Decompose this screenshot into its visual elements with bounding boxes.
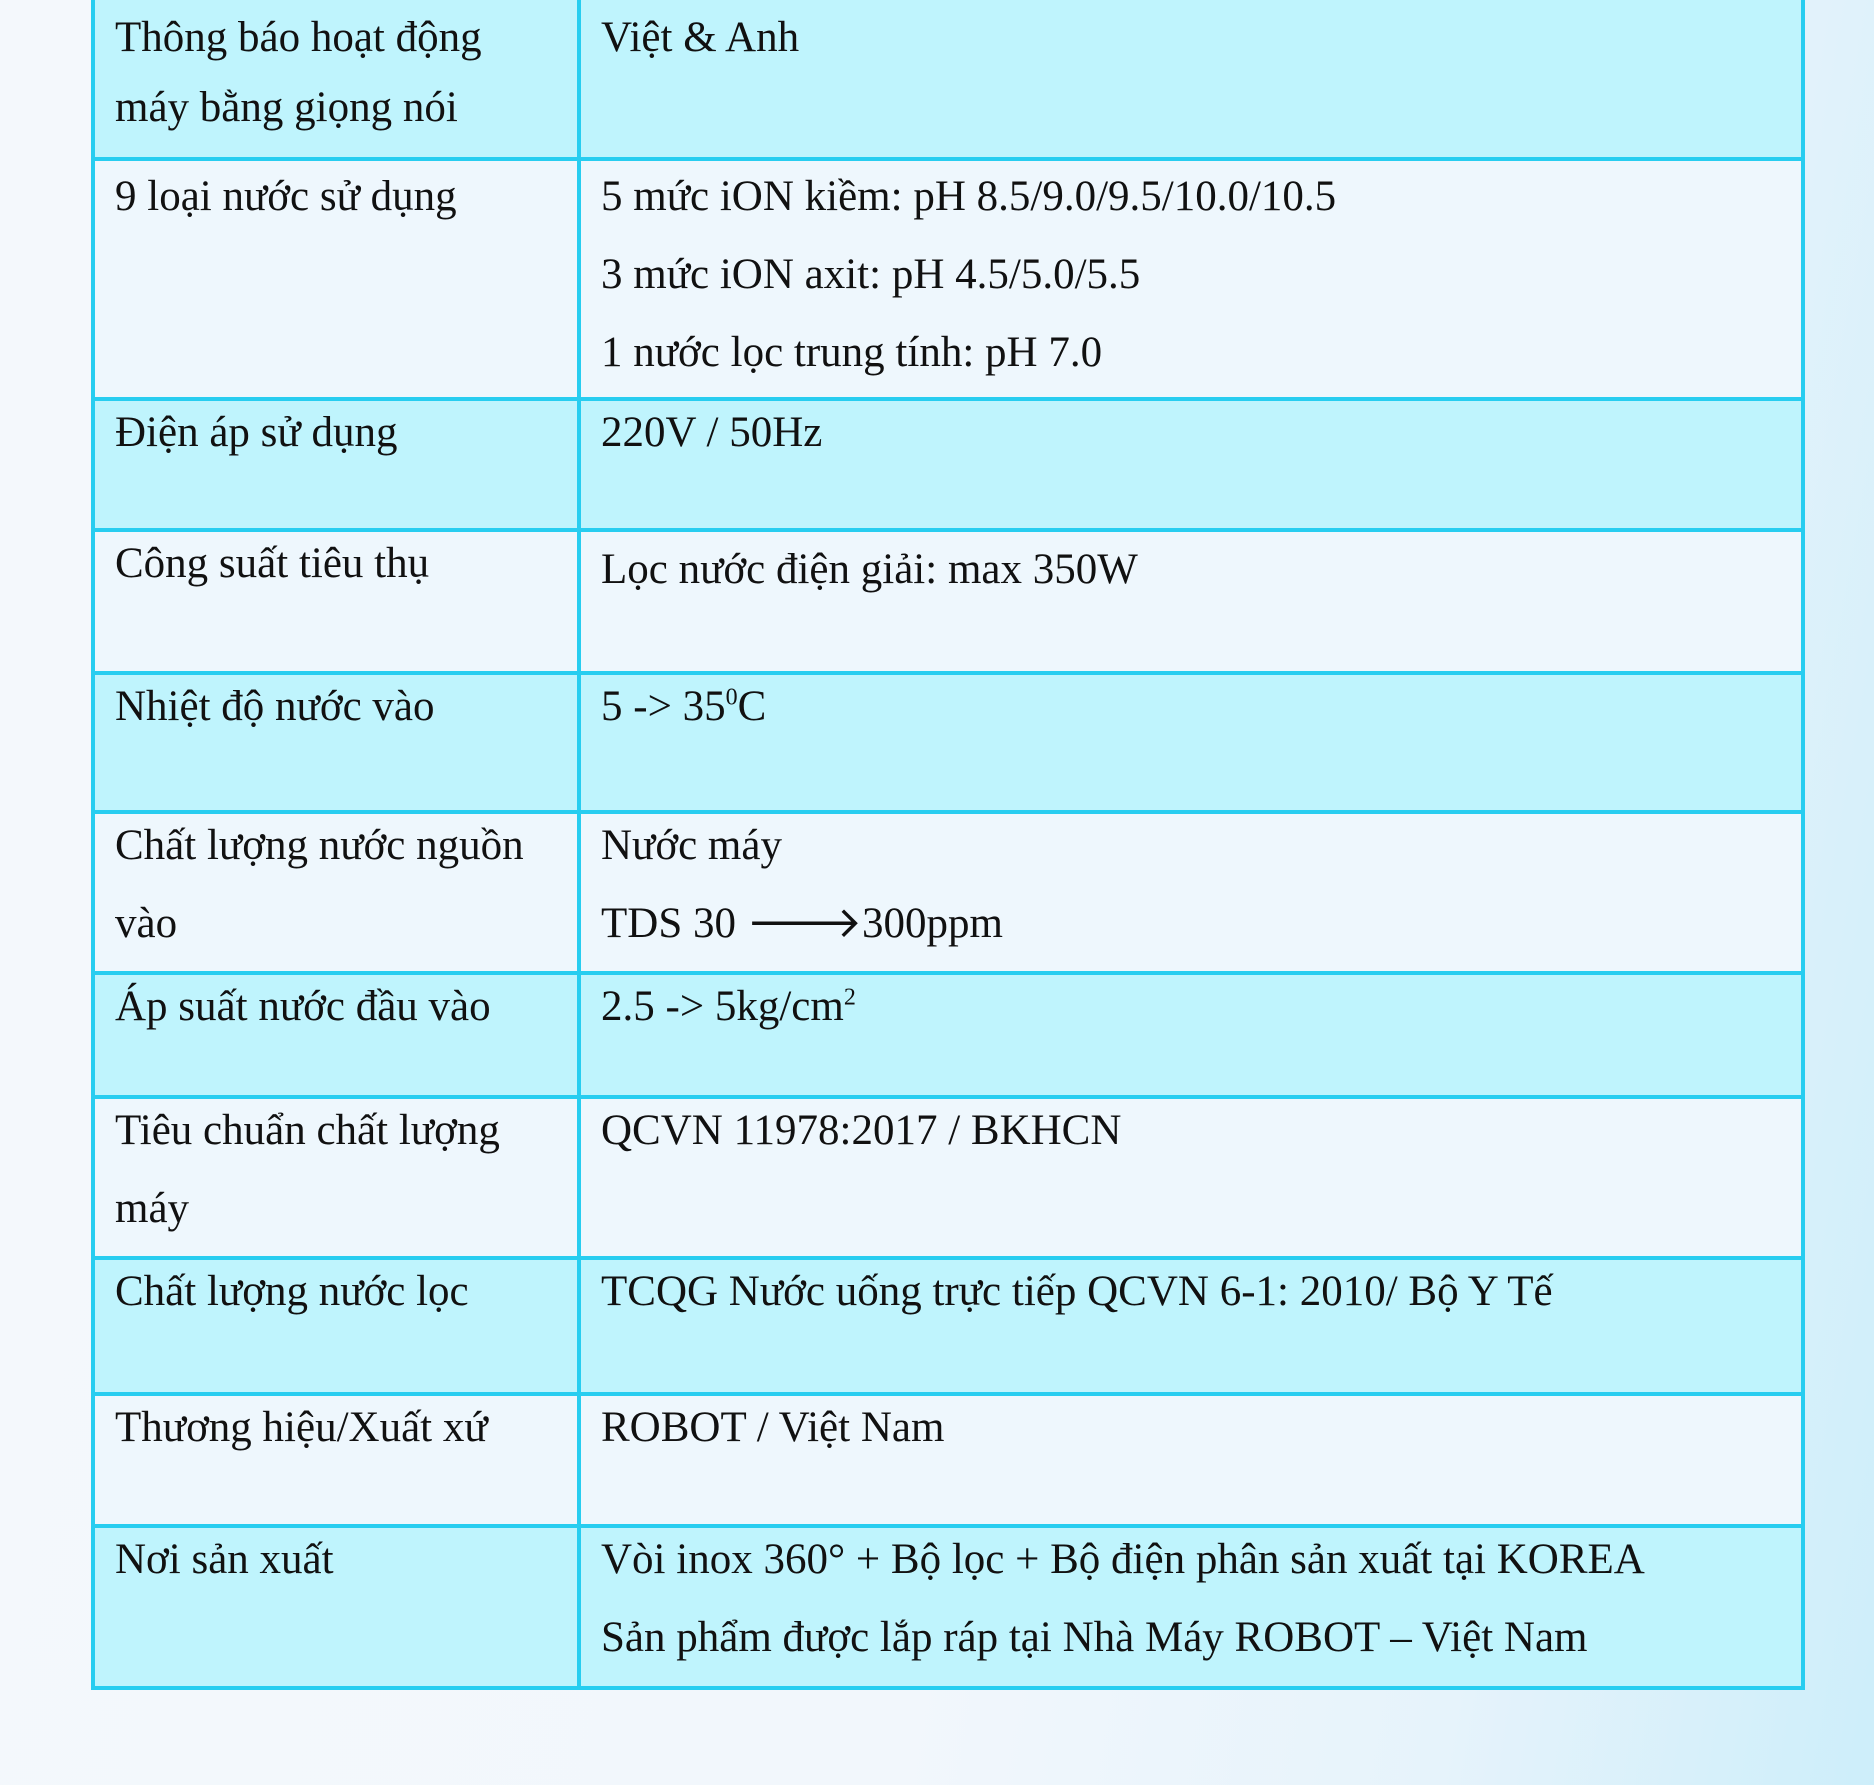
spec-label-line: máy bằng giọng nói — [115, 84, 458, 131]
spec-row-voice-notification — [93, 0, 1803, 159]
spec-value-superscript: 2 — [843, 984, 856, 1011]
spec-value-superscript: 0 — [725, 684, 738, 711]
spec-value-line — [601, 985, 1781, 1028]
spec-value-line: Lọc nước điện giải: max 350W — [601, 546, 1138, 593]
spec-label-line: Nhiệt độ nước vào — [115, 683, 435, 730]
spec-value-line: ROBOT / Việt Nam — [601, 1404, 945, 1451]
spec-value-line: 3 mức iON axit: pH 4.5/5.0/5.5 — [601, 251, 1141, 298]
spec-value-cell — [579, 0, 1803, 159]
spec-value-cell — [579, 1097, 1803, 1258]
spec-row-voltage — [93, 399, 1803, 530]
spec-label-line: Nơi sản xuất — [115, 1536, 334, 1583]
spec-value-line: Vòi inox 360° + Bộ lọc + Bộ điện phân sản xuất tại KOREA — [601, 1536, 1645, 1583]
spec-value-line: TCQG Nước uống trực tiếp QCVN 6-1: 2010/ Bộ Y Tế — [601, 1268, 1553, 1315]
spec-label-line: 9 loại nước sử dụng — [115, 173, 457, 220]
spec-value-line: 5 mức iON kiềm: pH 8.5/9.0/9.5/10.0/10.5 — [601, 173, 1337, 220]
spec-label-line: Tiêu chuẩn chất lượng — [115, 1107, 500, 1154]
spec-value-tail: C — [737, 683, 767, 730]
spec-value-line: QCVN 11978:2017 / BKHCN — [601, 1107, 1122, 1154]
spec-row-filtered-water-quality — [93, 1258, 1803, 1394]
spec-label-cell — [93, 530, 579, 673]
spec-value-line: Việt & Anh — [601, 14, 800, 61]
spec-label-line: Thương hiệu/Xuất xứ — [115, 1404, 488, 1451]
spec-label-cell — [93, 159, 579, 399]
spec-row-inlet-pressure — [93, 973, 1803, 1097]
spec-label-cell — [93, 1258, 579, 1394]
spec-label-line: vào — [115, 900, 178, 947]
spec-label-cell — [93, 673, 579, 812]
spec-value-main: 2.5 -> 5kg/cm — [601, 983, 844, 1030]
spec-row-inlet-temperature — [93, 673, 1803, 812]
spec-value-line — [601, 685, 1781, 728]
specification-table — [91, 0, 1805, 1690]
spec-label-line: Áp suất nước đầu vào — [115, 983, 491, 1030]
spec-row-machine-standard — [93, 1097, 1803, 1258]
spec-value-line: Sản phẩm được lắp ráp tại Nhà Máy ROBOT – Việt Nam — [601, 1614, 1588, 1661]
spec-value-cell — [579, 159, 1803, 399]
spec-label-cell — [93, 0, 579, 159]
spec-row-power — [93, 530, 1803, 673]
spec-label-line: Công suất tiêu thụ — [115, 540, 430, 587]
spec-label-line: Chất lượng nước nguồn — [115, 822, 524, 869]
spec-label-line: Điện áp sử dụng — [115, 409, 398, 456]
spec-value-cell — [579, 530, 1803, 673]
spec-value-line: TDS 30 🡒300ppm — [601, 900, 1003, 947]
spec-value-line: Nước máy — [601, 822, 782, 869]
spec-label-cell — [93, 812, 579, 973]
spec-label-cell — [93, 399, 579, 530]
spec-row-water-types — [93, 159, 1803, 399]
spec-value-cell — [579, 673, 1803, 812]
spec-label-line: Chất lượng nước lọc — [115, 1268, 469, 1315]
spec-label-line: Thông báo hoạt động — [115, 14, 482, 61]
spec-value-line: 220V / 50Hz — [601, 409, 823, 456]
spec-row-source-water-quality — [93, 812, 1803, 973]
spec-label-line: máy — [115, 1185, 190, 1232]
spec-label-cell — [93, 1097, 579, 1258]
spec-value-cell — [579, 1258, 1803, 1394]
spec-value-cell — [579, 1394, 1803, 1526]
spec-value-cell — [579, 399, 1803, 530]
spec-value-main: 5 -> 35 — [601, 683, 726, 730]
spec-value-cell — [579, 973, 1803, 1097]
spec-label-cell — [93, 973, 579, 1097]
spec-value-line: 1 nước lọc trung tính: pH 7.0 — [601, 329, 1103, 376]
spec-row-manufacturing-place — [93, 1526, 1803, 1688]
spec-value-cell — [579, 1526, 1803, 1688]
spec-row-brand-origin — [93, 1394, 1803, 1526]
spec-label-cell — [93, 1394, 579, 1526]
spec-label-cell — [93, 1526, 579, 1688]
spec-value-cell — [579, 812, 1803, 973]
